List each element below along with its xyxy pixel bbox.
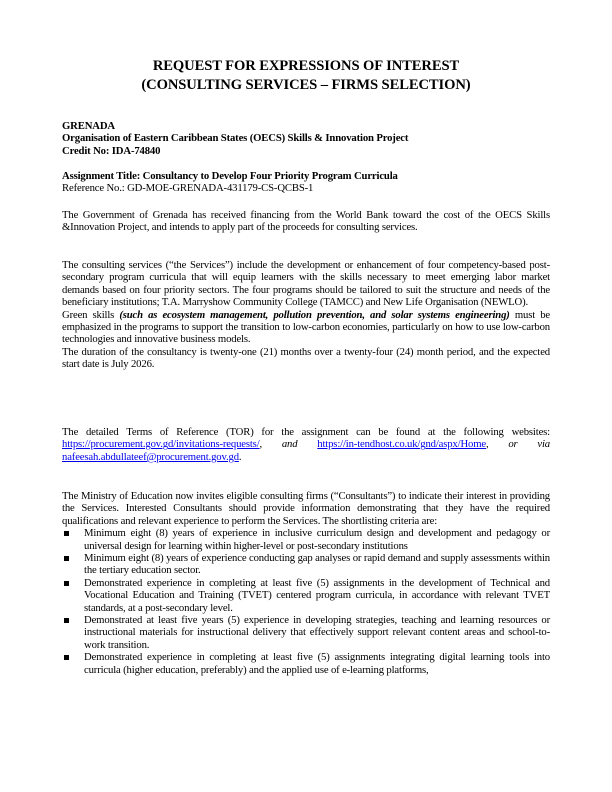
criteria-text: Demonstrated experience in completing at least five (5) assignments in the development of Technical and Vocational Education and Training (TVET) centered program curricula, in accordance with relevant TVET standards, at a post-secondary level. (84, 576, 550, 614)
criteria-text: Minimum eight (8) years of experience conducting gap analyses or rapid demand and supply assessments within the tertiary education sector. (84, 552, 550, 577)
and-text: , and (259, 438, 318, 451)
tor-text: The detailed Terms of Reference (TOR) for the assignment can be found at the following websites: (62, 426, 550, 438)
criteria-text: Demonstrated experience in completing at least five (5) assignments integrating digital learning tools into curricula (higher education, preferably) and the applied use of e-learning platforms, (84, 651, 550, 676)
email-link[interactable]: nafeesah.abdullateef@procurement.gov.gd (62, 450, 239, 463)
bullet-icon (64, 581, 69, 586)
tor-end: . (238, 450, 242, 463)
country: GRENADA (62, 120, 115, 132)
services-section (62, 259, 550, 371)
bullet-icon (64, 531, 69, 536)
intendhost-link[interactable]: https://in-tendhost.co.uk/gnd/aspx/Home (317, 438, 486, 451)
assignment-title: Assignment Title: Consultancy to Develop Four Priority Program Curricula (62, 169, 398, 182)
paragraph-green-skills (62, 309, 550, 346)
paragraph-financing: The Government of Grenada has received financing from the World Bank toward the cost of the OECS Skills &Innovation Project, and intends to apply part of the proceeds for consulting services. (62, 209, 550, 234)
bullet-icon (64, 655, 69, 660)
bullet-icon (64, 556, 69, 561)
criteria-item (62, 651, 550, 676)
criteria-item (62, 577, 550, 614)
project-name: Organisation of Eastern Caribbean States (OECS) Skills & Innovation Project (62, 132, 409, 145)
header-block (62, 120, 550, 194)
paragraph-tor (62, 426, 550, 463)
green-skills-suffix: must be emphasized in the programs to support the transition to low-carbon economies, particularly on how to use low-carbon technologies and innovative business models. (62, 308, 550, 346)
criteria-item (62, 527, 550, 552)
criteria-item (62, 552, 550, 577)
or-via-text: , or via (485, 438, 550, 451)
bullet-icon (64, 618, 69, 623)
procurement-link[interactable]: https://procurement.gov.gd/invitations-requests/ (62, 438, 260, 451)
criteria-item (62, 614, 550, 651)
credit-number: Credit No: IDA-74840 (62, 144, 161, 157)
reference-number: Reference No.: GD-MOE-GRENADA-431179-CS-QCBS-1 (62, 182, 314, 195)
criteria-text: Demonstrated at least five years (5) experience in developing strategies, teaching and learning resources or instructional materials for instructional delivery that effectively support relevant content areas and school-to-work transition. (84, 614, 550, 651)
criteria-list (62, 527, 550, 676)
paragraph-duration: The duration of the consultancy is twenty-one (21) months over a twenty-four (24) month period, and the expected start date is July 2026. (62, 345, 550, 371)
invitation-section (62, 490, 550, 676)
paragraph-services: The consulting services (“the Services”) include the development or enhancement of four competency-based post-secondary program curricula that will equip learners with the skills necessary to meet emerging labor market demands based on four priority sectors. The four programs should be tailored to suit the structure and needs of the beneficiary institutions; T.A. Marryshow Community College (TAMCC) and New Life Organisation (NEWLO). (62, 259, 550, 309)
title-line-2: (CONSULTING SERVICES – FIRMS SELECTION) (141, 77, 471, 93)
paragraph-invitation: The Ministry of Education now invites eligible consulting firms (“Consultants”) to indicate their interest in providing the Services. Interested Consultants should provide information demonstrating that they have the required qualifications and relevant experience to perform the Services. The shortlisting criteria are: (62, 490, 550, 527)
green-skills-prefix: Green skills (62, 308, 120, 321)
green-skills-examples: (such as ecosystem management, pollution prevention, and solar systems engineering) (119, 308, 510, 321)
document-title (60, 57, 552, 95)
criteria-text: Minimum eight (8) years of experience in inclusive curriculum design and development and pedagogy or universal design for learning within higher-level or post-secondary institutions (84, 527, 550, 552)
title-line-1: REQUEST FOR EXPRESSIONS OF INTEREST (152, 58, 460, 74)
